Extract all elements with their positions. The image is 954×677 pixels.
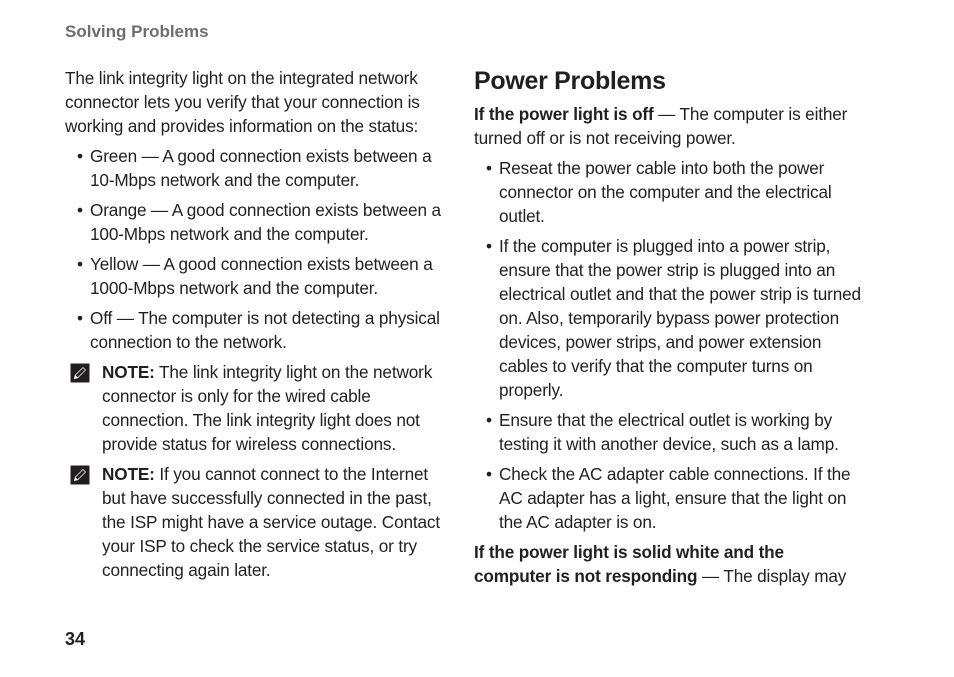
list-item: • Orange — A good connection exists between a 100-Mbps network and the computer.	[77, 200, 441, 244]
solid-white-paragraph	[474, 540, 864, 588]
note-wired-only	[65, 360, 455, 456]
running-header: Solving Problems	[65, 22, 209, 41]
list-item-text: Yellow — A good connection exists between a 1000-Mbps network and the computer.	[90, 254, 433, 298]
list-item: • Green — A good connection exists between a 10-Mbps network and the computer.	[77, 146, 432, 190]
list-item: • Ensure that the electrical outlet is working by testing it with another device, such as a lamp.	[486, 410, 839, 454]
list-item: • If the computer is plugged into a power strip, ensure that the power strip is plugged into an electrical outlet and that the power strip is turned on. Also, temporarily bypass power protection devices, power strips, and power extension cables to verify that the computer turns on properly.	[486, 236, 861, 400]
list-item: • Check the AC adapter cable connections. If the AC adapter has a light, ensure that the light on the AC adapter is on.	[486, 464, 851, 532]
list-item-text: Reseat the power cable into both the power connector on the computer and the electrical outlet.	[499, 158, 832, 226]
note-isp-outage	[65, 462, 455, 582]
left-column	[65, 66, 455, 588]
list-item-text: Orange — A good connection exists between a 100-Mbps network and the computer.	[90, 200, 441, 244]
note-label: NOTE:	[102, 464, 155, 484]
list-item-text: Ensure that the electrical outlet is working by testing it with another device, such as a lamp.	[499, 410, 839, 454]
power-steps-list	[474, 156, 864, 534]
solid-white-text: — The display may	[697, 566, 847, 586]
note-pencil-icon	[70, 363, 90, 383]
list-item-text: Off — The computer is not detecting a physical connection to the network.	[90, 308, 440, 352]
list-item-text: Check the AC adapter cable connections. If the AC adapter has a light, ensure that the light on the AC adapter is on.	[499, 464, 851, 532]
note-text: The link integrity light on the network connector is only for the wired cable connection. The link integrity light does not provide status for wireless connections.	[102, 362, 433, 454]
power-off-lead: If the power light is off	[474, 104, 654, 124]
note-text: If you cannot connect to the Internet but have successfully connected in the past, the ISP might have a service outage. Contact your ISP to check the service status, or try connecting again later.	[102, 464, 440, 580]
link-light-status-list	[65, 144, 455, 354]
list-item: • Yellow — A good connection exists between a 1000-Mbps network and the computer.	[77, 254, 433, 298]
power-off-text: — The computer is either turned off or is not receiving power.	[474, 104, 848, 148]
list-item-text: Green — A good connection exists between a 10-Mbps network and the computer.	[90, 146, 432, 190]
note-label: NOTE:	[102, 362, 155, 382]
section-title: Power Problems	[474, 67, 666, 95]
link-light-intro: The link integrity light on the integrated network connector lets you verify that your connection is working and provides information on the status:	[65, 68, 420, 136]
note-pencil-icon	[70, 465, 90, 485]
page-number: 34	[65, 629, 86, 649]
list-item-text: If the computer is plugged into a power strip, ensure that the power strip is plugged into an electrical outlet and that the power strip is turned on. Also, temporarily bypass power protection devices, power strips, and power extension cables to verify that the computer turns on properly.	[499, 236, 861, 400]
list-item: • Reseat the power cable into both the power connector on the computer and the electrical outlet.	[486, 158, 832, 226]
solid-white-lead: If the power light is solid white and the computer is not responding	[474, 542, 784, 586]
right-column	[474, 66, 864, 594]
power-off-paragraph	[474, 102, 864, 150]
list-item: • Off — The computer is not detecting a physical connection to the network.	[77, 308, 440, 352]
